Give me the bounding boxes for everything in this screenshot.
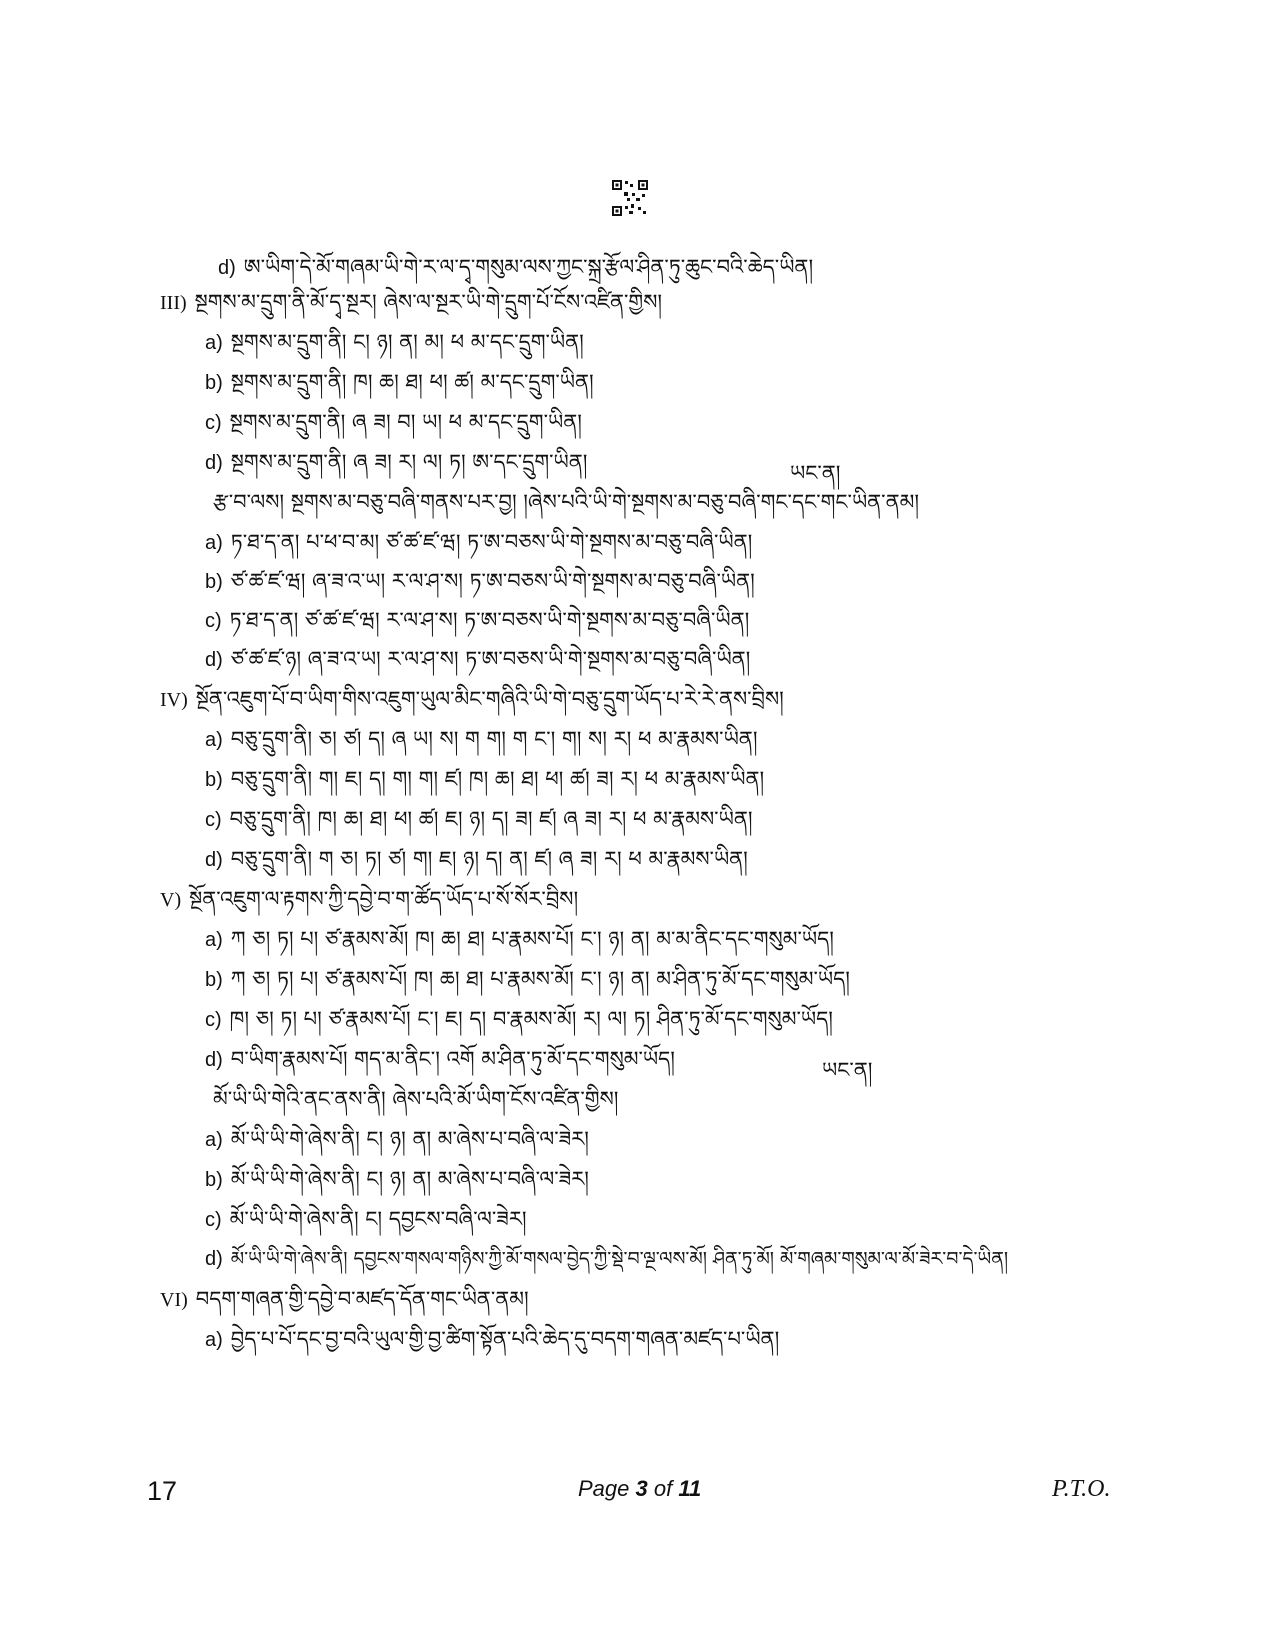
option-line: a) བཅུ་དྲུག་ནི། ཅ། ཙ། ད། ཞ ཡ། ས། ག ག། ག ང་། ག། ས། ར། ཕ མ་རྣམས་ཡིན། <box>205 727 758 751</box>
option-line: a) ཀ ཅ། ཏ། པ། ཙ་རྣམས་མོ། ཁ། ཆ། ཐ། པ་རྣམས་པོ། ང་། ཉ། ན། མ་མ་ནིང་དང་གསུམ་ཡོད། <box>205 927 834 951</box>
option-line: c) ཏ་ཐ་ད་ན། ཙ་ཚ་ཛ་ཝ། ར་ལ་ཤ་ས། ཏ་ཨ་བཅས་ཡི་གེ་སྔགས་མ་བཅུ་བཞི་ཡིན། <box>205 608 750 632</box>
page-indicator: Page 3 of 11 <box>578 1476 702 1501</box>
option-line: b) ཙ་ཚ་ཛ་ཝ། ཞ་ཟ་འ་ཡ། ར་ལ་ཤ་ས། ཏ་ཨ་བཅས་ཡི་གེ་སྔགས་མ་བཅུ་བཞི་ཡིན། <box>205 569 755 593</box>
option-line: b) སྔགས་མ་དྲུག་ནི། ཁ། ཆ། ཐ། ཕ། ཚ། མ་དང་དྲུག་ཡིན། <box>205 370 594 394</box>
qr-code <box>612 180 648 216</box>
option-line: c) བཅུ་དྲུག་ནི། ཁ། ཆ། ཐ། ཕ། ཚ། ཇ། ཉ། ད། ཟ། ཛ། ཞ ཟ། ར། ཕ མ་རྣམས་ཡིན། <box>205 807 753 831</box>
question-line: VI) བདག་གཞན་གྱི་དབྱེ་བ་མཛད་དོན་གང་ཡིན་ནམ། <box>160 1287 529 1311</box>
option-line: d) བ་ཡིག་རྣམས་པོ། གད་མ་ནིང་། འགོ མ་ཤིན་ཏུ་མོ་དང་གསུམ་ཡོད། <box>205 1047 675 1071</box>
option-line: a) བྱེད་པ་པོ་དང་བྱ་བའི་ཡུལ་གྱི་བྱ་ཚིག་སྟོན་པའི་ཆེད་དུ་བདག་གཞན་མཛད་པ་ཡིན། <box>205 1327 780 1351</box>
option-line: d) མོ་ཡི་ཡི་གེ་ཞེས་ནི། དབྱངས་གསལ་གཉིས་ཀྱི་མོ་གསལ་བྱེད་ཀྱི་སྡེ་བ་ལྔ་ལས་མོ། ཤིན་ཏུ་མོ། མོ་གཞམ་གསུམ་ལ་མོ་ཟེར་བ་དེ་ཡིན། <box>205 1248 1009 1270</box>
question-line: V) སྔོན་འཇུག་ལ་རྟགས་ཀྱི་དབྱེ་བ་ག་ཚོད་ཡོད་པ་སོ་སོར་བྲིས། <box>160 887 579 911</box>
option-line: d) ཨ་ཡིག་དེ་མོ་གཞམ་ཡི་གེ་ར་ལ་དྭ་གསུམ་ལས་ཀྱང་སྐྲ་རྩོལ་ཤིན་ཏུ་ཆུང་བའི་ཆེད་ཡིན། <box>218 255 814 279</box>
option-line: a) མོ་ཡི་ཡི་གེ་ཞེས་ནི། ང། ཉ། ན། མ་ཞེས་པ་བཞི་ལ་ཟེར། <box>205 1127 589 1151</box>
option-line: d) སྔགས་མ་དྲུག་ནི། ཞ ཟ། ར། ལ། ཏ། ཨ་དང་དྲུག་ཡིན། <box>205 450 588 474</box>
question-line: མོ་ཡི་ཡི་གེའི་ནང་ནས་ནི། ཞེས་པའི་མོ་ཡིག་ངོས་འཛིན་གྱིས། <box>213 1087 619 1111</box>
paper-code: 17 <box>147 1476 178 1506</box>
option-line: a) སྔགས་མ་དྲུག་ནི། ང། ཉ། ན། མ། ཕ མ་དང་དྲུག་ཡིན། <box>205 330 584 354</box>
option-line: b) མོ་ཡི་ཡི་གེ་ཞེས་ནི། ང། ཉ། ན། མ་ཞེས་པ་བཞི་ལ་ཟེར། <box>205 1167 589 1191</box>
option-line: c) མོ་ཡི་ཡི་གེ་ཞེས་ནི། ང། དབྱངས་བཞི་ལ་ཟེར། <box>205 1207 527 1231</box>
question-line: རྩ་བ་ལས། སྔགས་མ་བཅུ་བཞི་གནས་པར་བྱ། །ཞེས་པའི་ཡི་གེ་སྔགས་མ་བཅུ་བཞི་གང་དང་གང་ཡིན་ནམ། <box>213 490 919 514</box>
question-line: III) སྔགས་མ་དྲུག་ནི་མོ་དྭ་སྔར། ཞེས་ལ་སྔར་ཡི་གེ་དྲུག་པོ་ངོས་འཛིན་གྱིས། <box>160 290 663 314</box>
option-line: a) ཏ་ཐ་ད་ན། པ་ཕ་བ་མ། ཙ་ཚ་ཛ་ཝ། ཏ་ཨ་བཅས་ཡི་གེ་སྔགས་མ་བཅུ་བཞི་ཡིན། <box>205 530 753 554</box>
option-line: d) ཙ་ཚ་ཛ་ཉ། ཞ་ཟ་འ་ཡ། ར་ལ་ཤ་ས། ཏ་ཨ་བཅས་ཡི་གེ་སྔགས་མ་བཅུ་བཞི་ཡིན། <box>205 647 751 671</box>
or-mark: ཡང་ན། <box>790 461 841 485</box>
pto-label: P.T.O. <box>1052 1476 1111 1502</box>
option-line: c) ཁ། ཅ། ཏ། པ། ཙ་རྣམས་པོ། ང་། ཇ། ད། བ་རྣམས་མོ། ར། ལ། ཏ། ཤིན་ཏུ་མོ་དང་གསུམ་ཡོད། <box>205 1007 833 1031</box>
question-line: IV) སྔོན་འཇུག་པོ་བ་ཡིག་གིས་འཇུག་ཡུལ་མིང་གཞིའི་ཡི་གེ་བཅུ་དྲུག་ཡོད་པ་རེ་རེ་ནས་བྲིས། <box>160 687 784 711</box>
option-line: b) བཅུ་དྲུག་ནི། ག། ཇ། ད། ག། ག། ཛ། ཁ། ཆ། ཐ། ཕ། ཚ། ཟ། ར། ཕ མ་རྣམས་ཡིན། <box>205 767 765 791</box>
option-line: c) སྔགས་མ་དྲུག་ནི། ཞ ཟ། བ། ཡ། ཕ མ་དང་དྲུག་ཡིན། <box>205 410 582 434</box>
option-line: b) ཀ ཅ། ཏ། པ། ཙ་རྣམས་པོ། ཁ། ཆ། ཐ། པ་རྣམས་མོ། ང་། ཉ། ན། མ་ཤིན་ཏུ་མོ་དང་གསུམ་ཡོད། <box>205 967 850 991</box>
option-line: d) བཅུ་དྲུག་ནི། ག ཅ། ཏ། ཙ། ག། ཇ། ཉ། ད། ན། ཛ། ཞ ཟ། ར། ཕ མ་རྣམས་ཡིན། <box>205 847 748 871</box>
or-mark: ཡང་ན། <box>822 1058 873 1082</box>
